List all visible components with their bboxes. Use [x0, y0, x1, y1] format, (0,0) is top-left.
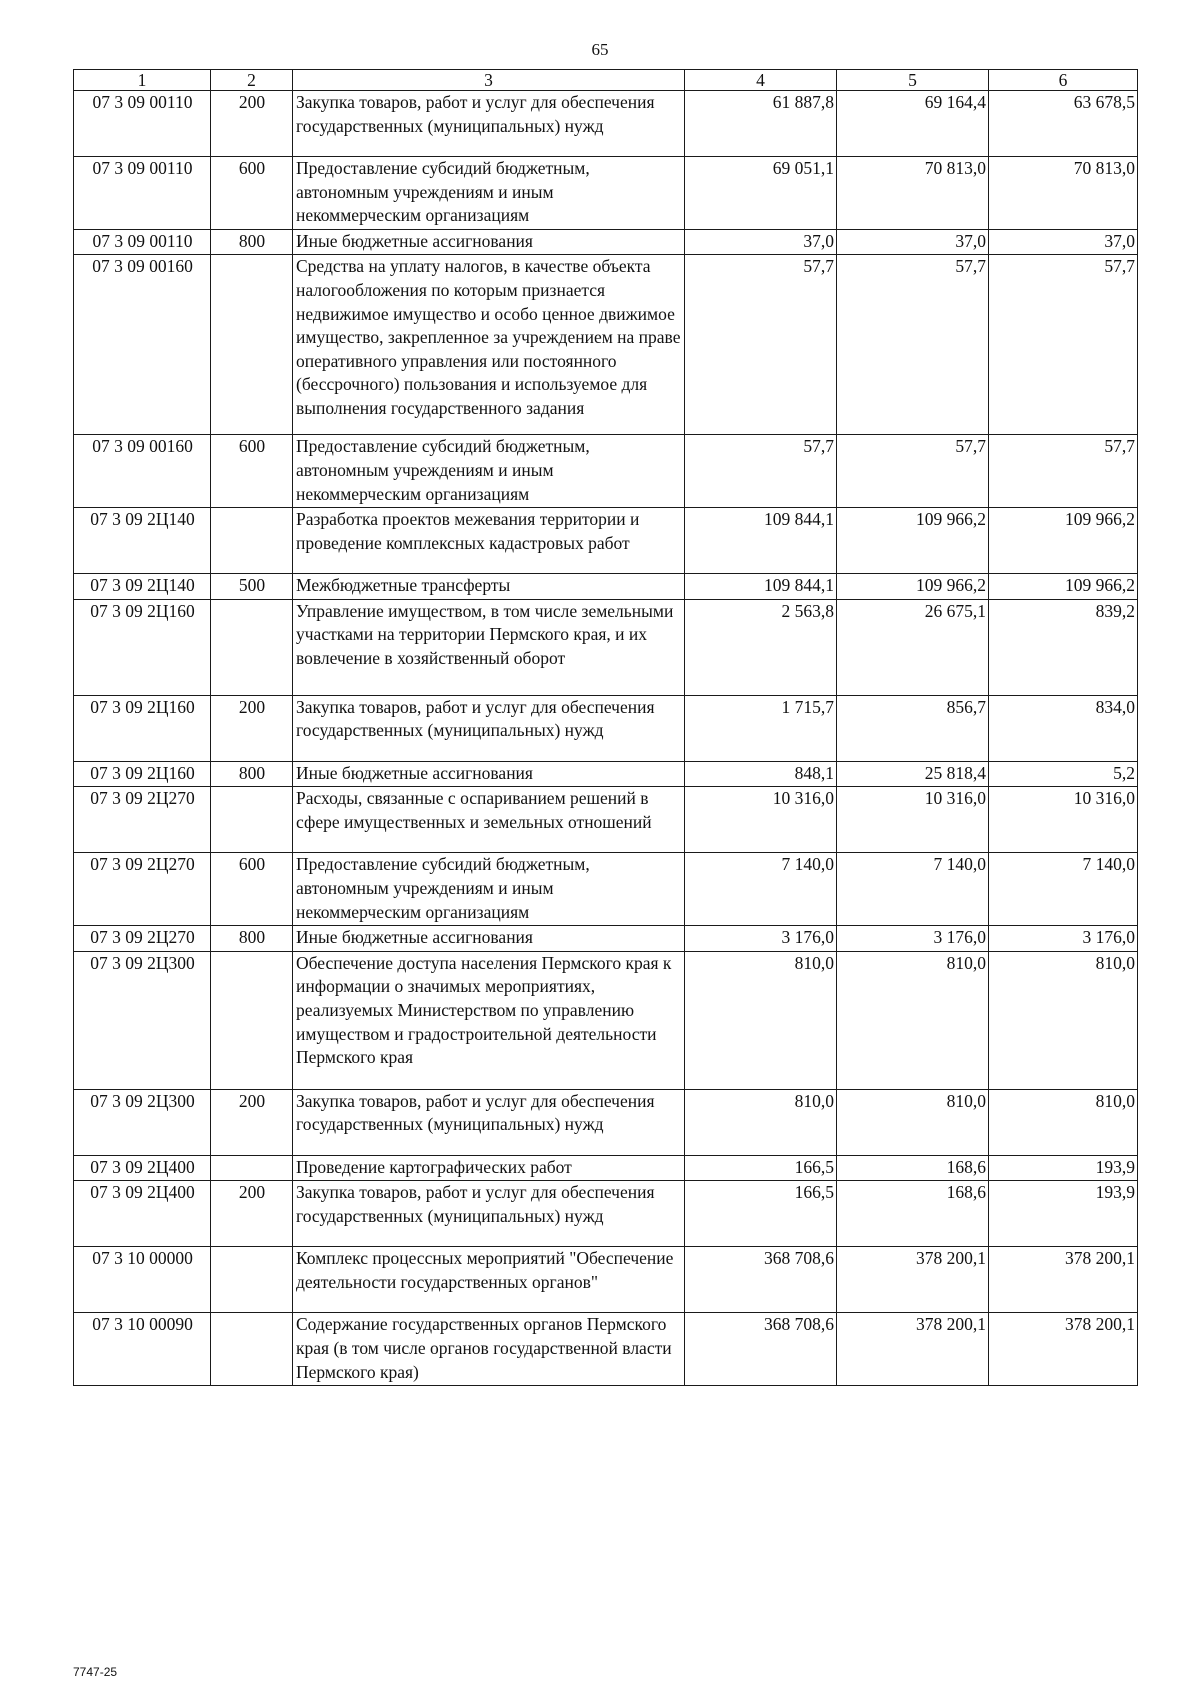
amount-col4-cell: 166,5: [685, 1155, 837, 1181]
amount-col5-cell: 856,7: [837, 695, 989, 761]
table-row: [74, 91, 1138, 157]
budget-code-cell: 07 3 09 2Ц270: [74, 787, 211, 853]
amount-col4-cell: 368 708,6: [685, 1313, 837, 1386]
expense-type-cell: [211, 599, 293, 695]
amount-col4-cell: 810,0: [685, 1089, 837, 1155]
amount-col5-cell: 57,7: [837, 435, 989, 508]
expense-type-cell: 600: [211, 853, 293, 926]
budget-code-cell: 07 3 09 2Ц160: [74, 695, 211, 761]
amount-col6-cell: 810,0: [989, 951, 1138, 1089]
budget-code-cell: 07 3 09 00110: [74, 229, 211, 255]
amount-col5-cell: 10 316,0: [837, 787, 989, 853]
budget-code-cell: 07 3 10 00000: [74, 1247, 211, 1313]
item-name-cell: Расходы, связанные с оспариванием решений в сфере имущественных и земельных отношений: [293, 787, 685, 853]
amount-col4-cell: 1 715,7: [685, 695, 837, 761]
amount-col5-cell: 109 966,2: [837, 574, 989, 600]
amount-col5-cell: 168,6: [837, 1155, 989, 1181]
amount-col5-cell: 25 818,4: [837, 761, 989, 787]
expense-type-cell: [211, 951, 293, 1089]
amount-col5-cell: 26 675,1: [837, 599, 989, 695]
item-name-cell: Закупка товаров, работ и услуг для обеспечения государственных (муниципальных) нужд: [293, 695, 685, 761]
budget-code-cell: 07 3 10 00090: [74, 1313, 211, 1386]
budget-code-cell: 07 3 09 2Ц400: [74, 1155, 211, 1181]
table-row: [74, 1155, 1138, 1181]
expense-type-cell: [211, 1313, 293, 1386]
page-number: 65: [591, 40, 609, 59]
budget-code-cell: 07 3 09 2Ц300: [74, 1089, 211, 1155]
amount-col4-cell: 109 844,1: [685, 508, 837, 574]
amount-col6-cell: 378 200,1: [989, 1313, 1138, 1386]
expense-type-cell: 800: [211, 926, 293, 952]
amount-col6-cell: 57,7: [989, 255, 1138, 435]
amount-col4-cell: 37,0: [685, 229, 837, 255]
budget-code-cell: 07 3 09 2Ц300: [74, 951, 211, 1089]
budget-code-cell: 07 3 09 2Ц160: [74, 599, 211, 695]
amount-col6-cell: 839,2: [989, 599, 1138, 695]
item-name-cell: Предоставление субсидий бюджетным, автономным учреждениям и иным некоммерческим организациям: [293, 157, 685, 230]
table-row: [74, 574, 1138, 600]
column-header-1: 1: [74, 70, 211, 91]
table-row: [74, 255, 1138, 435]
table-row: [74, 599, 1138, 695]
expense-type-cell: [211, 508, 293, 574]
budget-code-cell: 07 3 09 2Ц270: [74, 926, 211, 952]
expense-type-cell: 200: [211, 695, 293, 761]
item-name-cell: Комплекс процессных мероприятий "Обеспечение деятельности государственных органов": [293, 1247, 685, 1313]
item-name-cell: Управление имуществом, в том числе земельными участками на территории Пермского края, и их вовлечение в хозяйственный оборот: [293, 599, 685, 695]
table-row: [74, 508, 1138, 574]
item-name-cell: Иные бюджетные ассигнования: [293, 229, 685, 255]
table-row: [74, 1181, 1138, 1247]
item-name-cell: Иные бюджетные ассигнования: [293, 761, 685, 787]
item-name-cell: Средства на уплату налогов, в качестве объекта налогообложения по которым признается недвижимое имущество и особо ценное движимое имущество, закрепленное за учреждением на праве оперативного управления или постоянного (бессрочного) пользования и используемое для выполнения государственного задания: [293, 255, 685, 435]
amount-col6-cell: 378 200,1: [989, 1247, 1138, 1313]
item-name-cell: Проведение картографических работ: [293, 1155, 685, 1181]
amount-col4-cell: 61 887,8: [685, 91, 837, 157]
amount-col5-cell: 810,0: [837, 951, 989, 1089]
amount-col5-cell: 168,6: [837, 1181, 989, 1247]
column-header-3: 3: [293, 70, 685, 91]
amount-col4-cell: 2 563,8: [685, 599, 837, 695]
expense-type-cell: 500: [211, 574, 293, 600]
amount-col4-cell: 57,7: [685, 435, 837, 508]
table-row: [74, 1089, 1138, 1155]
amount-col5-cell: 378 200,1: [837, 1313, 989, 1386]
amount-col6-cell: 37,0: [989, 229, 1138, 255]
amount-col4-cell: 3 176,0: [685, 926, 837, 952]
amount-col5-cell: 7 140,0: [837, 853, 989, 926]
item-name-cell: Предоставление субсидий бюджетным, автономным учреждениям и иным некоммерческим организациям: [293, 853, 685, 926]
amount-col4-cell: 848,1: [685, 761, 837, 787]
expense-type-cell: 600: [211, 435, 293, 508]
expense-type-cell: 800: [211, 761, 293, 787]
table-row: [74, 695, 1138, 761]
amount-col6-cell: 109 966,2: [989, 508, 1138, 574]
budget-code-cell: 07 3 09 2Ц270: [74, 853, 211, 926]
amount-col5-cell: 57,7: [837, 255, 989, 435]
expense-type-cell: 200: [211, 91, 293, 157]
item-name-cell: Обеспечение доступа населения Пермского края к информации о значимых мероприятиях, реализуемых Министерством по управлению имуществом и градостроительной деятельности Пермского края: [293, 951, 685, 1089]
amount-col4-cell: 368 708,6: [685, 1247, 837, 1313]
table-row: [74, 1313, 1138, 1386]
amount-col5-cell: 69 164,4: [837, 91, 989, 157]
amount-col6-cell: 193,9: [989, 1181, 1138, 1247]
table-body: [74, 91, 1138, 1386]
column-header-5: 5: [837, 70, 989, 91]
budget-code-cell: 07 3 09 00110: [74, 157, 211, 230]
item-name-cell: Закупка товаров, работ и услуг для обеспечения государственных (муниципальных) нужд: [293, 1089, 685, 1155]
amount-col6-cell: 7 140,0: [989, 853, 1138, 926]
amount-col5-cell: 37,0: [837, 229, 989, 255]
table-row: [74, 951, 1138, 1089]
expense-type-cell: 600: [211, 157, 293, 230]
amount-col4-cell: 810,0: [685, 951, 837, 1089]
amount-col5-cell: 109 966,2: [837, 508, 989, 574]
amount-col6-cell: 834,0: [989, 695, 1138, 761]
expense-type-cell: [211, 1247, 293, 1313]
table-row: [74, 157, 1138, 230]
amount-col6-cell: 109 966,2: [989, 574, 1138, 600]
expense-type-cell: [211, 255, 293, 435]
item-name-cell: Иные бюджетные ассигнования: [293, 926, 685, 952]
amount-col5-cell: 378 200,1: [837, 1247, 989, 1313]
amount-col6-cell: 3 176,0: [989, 926, 1138, 952]
amount-col5-cell: 3 176,0: [837, 926, 989, 952]
amount-col5-cell: 810,0: [837, 1089, 989, 1155]
amount-col4-cell: 57,7: [685, 255, 837, 435]
amount-col5-cell: 70 813,0: [837, 157, 989, 230]
budget-table: [73, 69, 1138, 1386]
budget-code-cell: 07 3 09 2Ц160: [74, 761, 211, 787]
budget-code-cell: 07 3 09 00160: [74, 435, 211, 508]
table-row: [74, 926, 1138, 952]
table-row: [74, 1247, 1138, 1313]
budget-code-cell: 07 3 09 00160: [74, 255, 211, 435]
column-header-6: 6: [989, 70, 1138, 91]
amount-col4-cell: 10 316,0: [685, 787, 837, 853]
amount-col6-cell: 10 316,0: [989, 787, 1138, 853]
document-code: 7747-25: [73, 1665, 118, 1679]
amount-col4-cell: 109 844,1: [685, 574, 837, 600]
table-row: [74, 229, 1138, 255]
item-name-cell: Содержание государственных органов Пермского края (в том числе органов государственной власти Пермского края): [293, 1313, 685, 1386]
amount-col6-cell: 63 678,5: [989, 91, 1138, 157]
budget-code-cell: 07 3 09 2Ц140: [74, 574, 211, 600]
budget-code-cell: 07 3 09 2Ц140: [74, 508, 211, 574]
expense-type-cell: 800: [211, 229, 293, 255]
expense-type-cell: 200: [211, 1089, 293, 1155]
column-header-4: 4: [685, 70, 837, 91]
item-name-cell: Разработка проектов межевания территории и проведение комплексных кадастровых работ: [293, 508, 685, 574]
budget-code-cell: 07 3 09 00110: [74, 91, 211, 157]
amount-col4-cell: 166,5: [685, 1181, 837, 1247]
expense-type-cell: 200: [211, 1181, 293, 1247]
amount-col6-cell: 57,7: [989, 435, 1138, 508]
amount-col4-cell: 69 051,1: [685, 157, 837, 230]
header-row: [74, 70, 1138, 91]
item-name-cell: Предоставление субсидий бюджетным, автономным учреждениям и иным некоммерческим организациям: [293, 435, 685, 508]
table-row: [74, 761, 1138, 787]
expense-type-cell: [211, 787, 293, 853]
expense-type-cell: [211, 1155, 293, 1181]
table-row: [74, 787, 1138, 853]
budget-code-cell: 07 3 09 2Ц400: [74, 1181, 211, 1247]
amount-col6-cell: 70 813,0: [989, 157, 1138, 230]
amount-col4-cell: 7 140,0: [685, 853, 837, 926]
amount-col6-cell: 810,0: [989, 1089, 1138, 1155]
table-row: [74, 853, 1138, 926]
column-header-2: 2: [211, 70, 293, 91]
item-name-cell: Закупка товаров, работ и услуг для обеспечения государственных (муниципальных) нужд: [293, 91, 685, 157]
item-name-cell: Межбюджетные трансферты: [293, 574, 685, 600]
item-name-cell: Закупка товаров, работ и услуг для обеспечения государственных (муниципальных) нужд: [293, 1181, 685, 1247]
table-row: [74, 435, 1138, 508]
amount-col6-cell: 5,2: [989, 761, 1138, 787]
amount-col6-cell: 193,9: [989, 1155, 1138, 1181]
